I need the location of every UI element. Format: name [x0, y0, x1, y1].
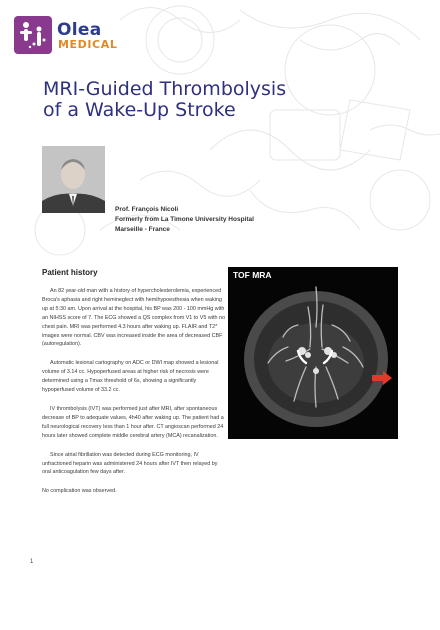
author-location: Marseille - France [115, 226, 170, 233]
author-name: Prof. François Nicoli [115, 206, 179, 213]
body-text [42, 287, 227, 506]
figure-icon [14, 16, 52, 54]
mra-scan [228, 267, 398, 439]
tof-mra-image [228, 267, 398, 439]
page-number: 1 [30, 559, 34, 565]
olea-logo-mark [14, 16, 52, 54]
paragraph: IV thrombolysis (IVT) was performed just after MRI, after spontaneous decrease of BP to adequate values, 4h40 after waking up. The patient had a full neurological recovery less than 1 hour after. CT angioscan performed 24 hours later showed complete middle cerebral artery (MCA) recanalization. [42, 405, 224, 439]
logo-name: Olea [57, 20, 102, 40]
paragraph: No complication was observed. [42, 488, 117, 495]
author-photo [42, 146, 105, 213]
paragraph: Since atrial fibrillation was detected during ECG monitoring, IV unfractioned heparin was administered 24 hours after IVT then relayed by oral anticoagulation few days after. [42, 451, 218, 476]
paragraph: An 82 year-old man with a history of hypercholesterolemia, experienced Broca's aphasia and right hemineglect with hemihypoesthesia when waking up at 5:30 am. Upon arrival at the hospital, his BP was 200 - 100 mmHg with an NIHSS score of 7. The ECG showed a QS complex from V1 to V5 with no chest pain. MRI was performed 4.3 hours after waking up. FLAIR and T2* images were normal. CBV was increased inside the area of decreased CBF (autoregulation). [42, 288, 225, 348]
image-label: TOF MRA [233, 270, 272, 280]
paragraph: Automatic lesional cartography on ADC or DWI map showed a lesional volume of 3.14 cc. Hypoperfused areas at higher risk of necrosis were determined using a Tmax threshold of 6s, showing a significantly hypoperfused volume of 33.2 cc. [42, 360, 219, 394]
logo-subtitle: MEDICAL [58, 38, 118, 51]
document-title: MRI-Guided Thrombolysis of a Wake-Up Stroke [43, 78, 287, 121]
author-block [115, 205, 254, 235]
section-heading: Patient history [42, 268, 98, 277]
author-affiliation: Formerly from La Timone University Hospital [115, 216, 254, 223]
